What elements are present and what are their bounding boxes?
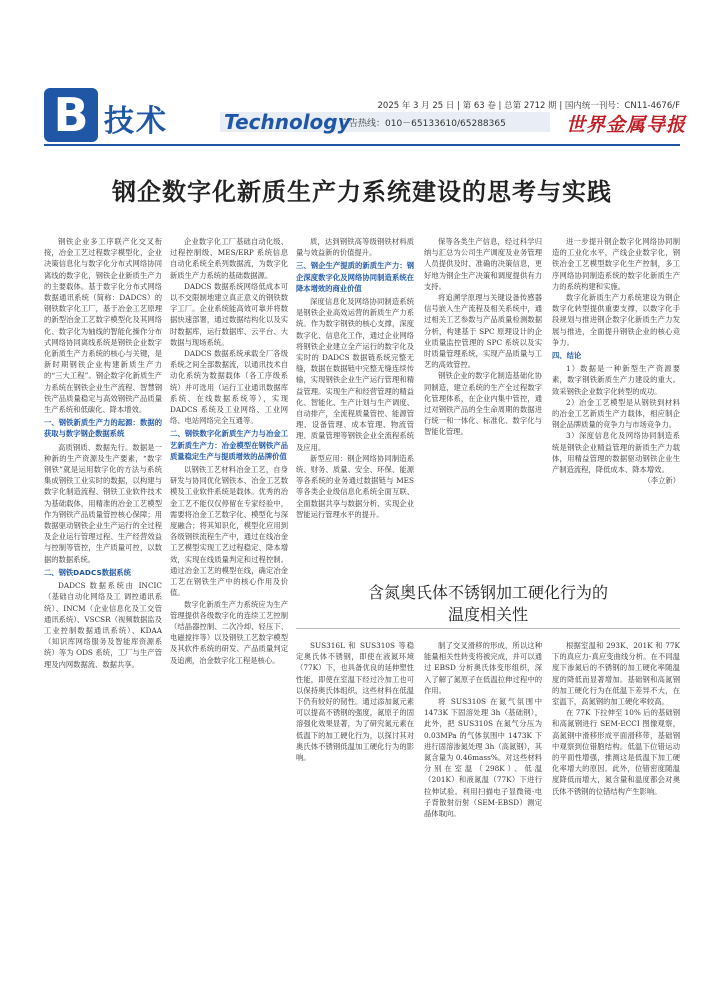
article1-title: 钢企数字化新质生产力系统建设的思考与实践 <box>112 177 612 206</box>
paragraph: 数字化新质生产力系统应为生产管理提供各级数字化的连续工艺控制（结晶器控制、二次冷却、轻压下、电磁搅拌等）以及钢铁工艺数字模型及其软件系统的研发、产品质量判定及追溯，冶金数字化工程是核心。 <box>170 599 288 665</box>
paragraph: 根据室温和 293K、201K 和 77K 下的真应力-真应变曲线分析。在不同温度下渗氮后的不锈钢的加工硬化率随温度的降低而显著增加。基础钢和高氮钢的加工硬化行为在低温下差异不大，在室温下，高氮钢的加工硬化率较高。 <box>552 641 680 707</box>
article2-title-rule <box>296 628 680 629</box>
section-name: 技术 <box>104 104 168 139</box>
section-heading: 二、钢铁DADCS数据系统 <box>44 567 131 577</box>
section-heading: 四、结论 <box>552 351 582 361</box>
paragraph: DADCS 数据系统网络低成本可以不交限制地建立真正意义的钢铁数字工厂。企业系统能高效可靠并将数据快速部署，通过数据结构化以及实时数据库，运行数据库、云平台、大数据与现场系统。 <box>170 281 288 347</box>
article2-title <box>296 582 680 626</box>
section-heading: 三、钢企生产提质的新质生产力：钢企深度数字化及网络协同制造系统在降本增效的商业价值 <box>296 261 414 293</box>
article2-column-1 <box>296 640 414 940</box>
paragraph: DADCS 数据系统由 INCIC（基础自动化网络及工 调控通讯系统）、INCM（企业信息化及工交管通讯系统）、VSCSR（视频数据监及工业控制数据通讯系统）、KDAA（知识库网络服务及智能库资源系统）等为 ODS 系统，工厂与生产管理及内网数据流、数据共享。 <box>44 581 162 669</box>
paragraph: 1）数据是一种新型生产资源要素，数字钢铁新质生产力建设的重大。致采钢铁企业数字化转型的成功。 <box>552 364 680 396</box>
paragraph: DADCS 数据系统承载全厂各级系统之间全部数据流，以通讯技术自动化系统为数据载体（各工序级系统）并可选用（运行工业通讯数据库系统、在线数据系统等），实现 DADCS 系统及工业网络、工业网络、电站网络完全互通等。 <box>170 349 288 426</box>
header-rule <box>44 144 680 146</box>
paragraph: 新型应用：钢企网络协同制造系统、财务、质量、安全、环保、能源等各系统的业务通过数据链与 MES 等各类企业级信息化系统全面互联、全面数据共享与数据分析、实现企业智能运行管理水平的提升。 <box>296 453 414 519</box>
paragraph: 深度信息化及网络协同制造系统是钢铁企业高效运营的新质生产力系统。作为数字钢铁的核心支撑，深度数字化、信息化工作，通过企业网络将钢铁企业建立全产运行的数字化及实时的 DADCS 数据链系统完整无缝，数据在数据链中完整无缝连续传输，实现钢铁企业生产运行管理和精益管理。实现生产和经营管理的精益化、智能化、生产计划与生产调度、自动排产，全流程质量管控、能源管理、设备管理、成本管理、物流管理、质量管理等钢铁企业全流程系统及应用。 <box>296 297 414 452</box>
paragraph: 高质钢质、数据先行。数据是一种新的生产资源及生产要素，“数字钢铁”就是运用数字化的方法与系统集成钢铁工业实时的数据，以构建与数字化制造流程、钢铁工业软件技术为基础载体，用精准的冶金工艺模型作为钢铁产品质量管控核心保障；用数据驱动钢铁企业生产运行的全过程及企业运行管理过程、生产经营效益与控制等管控，生产质量可控，以数据的数据系统。 <box>44 442 162 564</box>
paragraph: 在 77K 下拉伸至 10% 后的基础钢和高氮钢进行 SEM-ECCI 图像观察，高氮钢中滑移形成平面滑移带，基础钢中观察到位错胞结构。低温下位错运动的平面性增强，推测这是低温下加工硬化率增大的原因。此外，位错密度随温度降低而增大，氮含量和温度都会对奥氏体不锈钢的位错结构产生影响。 <box>552 708 680 796</box>
article1-column-4 <box>424 236 542 568</box>
paragraph: 钢铁企业的数字化制造基础化协同制造，建立系统的生产全过程数字化管理体系，在企业内集中管控，通过对钢铁产品的全生命周期的数据进行统一和一体化、标准化、数字化与智能化管理。 <box>424 371 542 437</box>
article1-column-5 <box>552 236 680 568</box>
article2-title-line-1: 含氮奥氏体不锈钢加工硬化行为的 <box>367 583 608 602</box>
article1-column-3 <box>296 236 414 568</box>
paragraph: 保等各类生产信息，经过科学归纳与汇总为公司生产调度及业务管理人员提供及时、准确的决策信息，更好地为钢企生产决策和调度提供有力支持。 <box>424 237 542 291</box>
ad-hotline: 广告热线：010－65133610/65288365 <box>340 119 506 129</box>
paragraph: 3）深度信息化及网络协同制造系统是钢铁企业精益管理的新质生产力载体，用精益管理的数据驱动钢铁企业生产制造流程，降低成本、降本增效。 <box>552 431 680 475</box>
article1-column-2 <box>170 236 288 936</box>
paragraph: 企业数字化工厂基础自动化级、过程控制级、MES/ERP 系统信息自动化系统全系列数据流，为数字化新质生产力系统的基础数据源。 <box>170 237 288 280</box>
section-heading: 一、钢铁新质生产力的起源：数据的获取与数字钢企数据系统 <box>44 418 162 439</box>
technology-label: Technology <box>224 110 351 134</box>
paragraph: 将追溯学原理与关键设备传感器信号嵌入生产流程及相关系统中，通过相关工艺参数与产品质量检测数据分析，构建基于 SPC 原理设计的企业质量监控管理的 SPC 系统以及实时质量管理系统，实现产品质量与工艺的高效管控。 <box>424 293 542 370</box>
paragraph: 制了交叉滑移的形成，所以这种能量相关性转变将被完成，并可以通过 EBSD 分析奥氏体变形组织，深入了解了氮原子在低温拉伸过程中的作用。 <box>424 641 542 695</box>
section-heading: 二、钢铁数字化新质生产力与冶金工艺新质生产力：冶金模型在钢铁产品质量稳定生产与提质增效的品牌价值 <box>170 429 288 461</box>
paragraph: 质，达到钢铁高等级钢铁材料质量与效益新的价值提升。 <box>296 237 414 258</box>
issue-meta: 2025 年 3 月 25 日 | 第 63 卷 | 总第 2712 期 | 国内统一刊号：CN11-4676/F <box>377 101 680 111</box>
paragraph: 进一步提升钢企数字化网络协同制造的工业化水平，产线企业数字化，钢铁冶金工艺模型数字化生产控制，多工序网络协同制造系统的数字化新质生产力的系统构建和实施。 <box>552 237 680 291</box>
author-signature: （李立新） <box>643 476 680 486</box>
article2-column-3 <box>552 640 680 940</box>
paragraph: 2）冶金工艺模型是从钢铁到材料的冶金工艺新质生产力载体，相应制企钢企品牌质量的竞争力与市场竞争力。 <box>552 397 680 430</box>
paragraph: 数字化新质生产力系统建设为钢企数字化转型提供重要支撑，以数字化手段规划与推进钢企数字化新质生产力发展与推进，全面提升钢铁企业的核心竞争力。 <box>552 293 680 347</box>
article1-column-1 <box>44 236 162 936</box>
paragraph: SUS316L 和 SUS310S 等稳定奥氏体不锈钢，即使在液氮环境（77K）下，也具备优良的延伸塑性性能，即使在室温下经过冷加工也可以保持奥氏体组织，这些材料在低温下仍有较好的韧性。通过添加氮元素可以提高不锈钢的强度，氮原子的固溶强化效果显著，为了研究氮元素在低温下的加工硬化行为，以探讨其对奥氏体不锈钢低温加工硬化行为的影响。 <box>296 641 414 763</box>
section-letter-badge: B <box>44 88 98 142</box>
paragraph: 以钢铁工艺材料冶金工艺，自身研发与协同优化钢铁本、冶金工艺数模及工业软件系统是载体。优秀的冶金工艺不能仅仅停留在专家经验中，需要将冶金工艺数字化、模型化与深度融合；将其知识化，模型化应用到各级钢铁流程生产中，通过在线冶金工艺模型实现工艺过程稳定、降本增效，实现在线质量判定和过程控制。通过冶金工艺的模型在线，确定冶金工艺在钢铁生产中的核心作用及价值。 <box>170 465 288 598</box>
article2-column-2 <box>424 640 542 940</box>
newspaper-logo: 世界金属导报 <box>566 114 687 136</box>
article2-title-line-2: 温度相关性 <box>447 605 528 624</box>
paragraph: 钢铁企业多工序联产化交叉衔接，冶金工艺过程数字模型化，企业决策信息化与数字化分布式网络协同离线的数字化，钢铁企业新质生产力的主要载体。基于数字化分布式网络数据通讯系统（简称：DADCS）的钢铁数字化工厂，基于冶金工艺原理的新型冶金工艺数字模型化及其网络化、数字化为轴线的智能化操作分布式网络协同离线系统是钢铁企业数字化新质生产力系统的核心与关键，是新时期钢铁企业构建新质生产力的“三大工程”。钢企数字化新质生产力系统在钢铁企业生产流程、智慧钢铁产品质量稳定与高效钢铁产品质量生产系统和低碳化、降本增效。 <box>44 237 162 415</box>
paragraph: 将 SUS310S 在氮气氛围中 1473K 下固溶处理 3h（基础钢），此外，把 SUS310S 在氮气分压为 0.03MPa 的气体氛围中 1473K 下进行固溶渗氮处理 3h（高氮钢），其氮含量为 0.46mass%。对这些材料分别在室温（298K）、低温（201K）和液氮温（77K）下进行拉伸试验。利用扫描电子显微镜-电子背散射衍射（SEM-EBSD）测定晶体取向。 <box>424 697 542 819</box>
